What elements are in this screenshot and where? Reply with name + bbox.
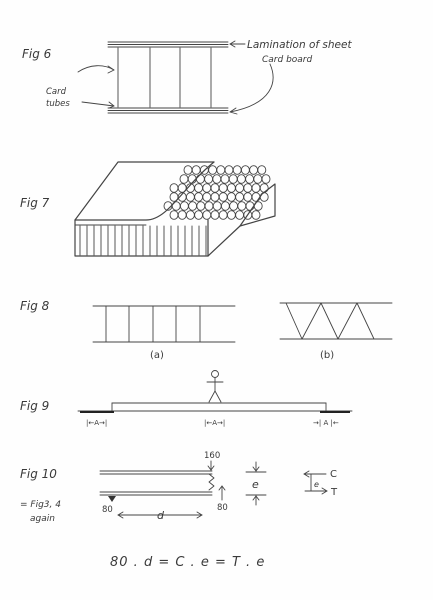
fig10-load-left: 80 <box>102 505 113 515</box>
honeycomb-cell <box>229 175 237 184</box>
fig7-label: Fig 7 <box>20 196 50 210</box>
honeycomb-cell <box>258 166 266 175</box>
honeycomb-cell <box>209 166 217 175</box>
fig9-stick-figure <box>207 371 223 403</box>
honeycomb-cell <box>236 193 244 202</box>
fig8a-label: (a) <box>150 350 164 361</box>
fig8a-vertical-core <box>93 306 235 342</box>
fig10-force-t: T <box>331 487 338 498</box>
fig10-label: Fig 10 <box>20 467 57 481</box>
fig7-honeycomb-panel <box>75 162 275 256</box>
honeycomb-cell <box>246 175 254 184</box>
honeycomb-cell <box>260 193 268 202</box>
honeycomb-cell <box>195 184 203 193</box>
honeycomb-cell <box>237 175 245 184</box>
honeycomb-cell <box>170 193 178 202</box>
honeycomb-cell <box>203 193 211 202</box>
honeycomb-cell <box>246 202 254 211</box>
fig6-lamination-note: Lamination of sheet <box>247 39 352 51</box>
fig9-dim-mid: |←A→| <box>204 419 226 427</box>
honeycomb-cell <box>205 202 213 211</box>
fig10-force-c: C <box>330 469 337 480</box>
honeycomb-cell <box>221 175 229 184</box>
honeycomb-cell <box>211 211 219 220</box>
fig10-span-d: d <box>157 509 164 522</box>
honeycomb-cell <box>192 166 200 175</box>
honeycomb-cell <box>170 184 178 193</box>
honeycomb-cell <box>227 211 235 220</box>
moment-equation: 80 . d = C . e = T . e <box>110 555 266 570</box>
honeycomb-cell <box>227 193 235 202</box>
honeycomb-cell <box>230 202 238 211</box>
honeycomb-cell <box>244 184 252 193</box>
honeycomb-cell <box>189 202 197 211</box>
honeycomb-cell <box>213 175 221 184</box>
fig8-label: Fig 8 <box>20 299 50 313</box>
fig6-cardboard-note: Card board <box>262 55 313 65</box>
fig10-note-1: = Fig3, 4 <box>20 500 61 510</box>
honeycomb-cell <box>217 166 225 175</box>
fig10-note-2: again <box>30 514 55 524</box>
honeycomb-cell <box>262 175 270 184</box>
fig6-cardboard-arrow <box>230 64 273 112</box>
honeycomb-cell <box>252 184 260 193</box>
honeycomb-cell <box>172 202 180 211</box>
honeycomb-cell <box>195 193 203 202</box>
honeycomb-cell <box>221 202 229 211</box>
honeycomb-cell <box>184 166 192 175</box>
honeycomb-cell <box>254 202 262 211</box>
honeycomb-cell <box>186 211 194 220</box>
honeycomb-cell <box>260 184 268 193</box>
honeycomb-cell <box>236 184 244 193</box>
fig10-load-top: 160 <box>204 451 221 461</box>
honeycomb-cell <box>252 211 260 220</box>
honeycomb-cell <box>203 184 211 193</box>
fig9-dim-right: →| A |← <box>313 419 339 427</box>
fig9-label: Fig 9 <box>20 399 50 413</box>
honeycomb-cell <box>178 211 186 220</box>
honeycomb-cell <box>227 184 235 193</box>
fig10-load-right: 80 <box>217 503 228 513</box>
fig10-cantilever <box>100 471 214 502</box>
honeycomb-cell <box>250 166 258 175</box>
honeycomb-cell <box>197 202 205 211</box>
honeycomb-cell <box>196 175 204 184</box>
fig9-dim-left: |←A→| <box>86 419 108 427</box>
honeycomb-cell <box>233 166 241 175</box>
fig6-label: Fig 6 <box>22 47 52 61</box>
fig6-lamination-arrow <box>230 41 245 47</box>
fig8b-triangulated-core <box>280 303 392 339</box>
honeycomb-cell <box>211 193 219 202</box>
honeycomb-cell <box>195 211 203 220</box>
honeycomb-cell <box>252 193 260 202</box>
honeycomb-cell <box>219 193 227 202</box>
fig6-tubes-note-1: Card <box>46 87 67 97</box>
fig9-beam <box>78 403 352 412</box>
honeycomb-cell <box>219 184 227 193</box>
honeycomb-cell <box>241 166 249 175</box>
honeycomb-cell <box>186 193 194 202</box>
fig10-depth-e: e <box>252 478 259 491</box>
honeycomb-cell <box>238 202 246 211</box>
honeycomb-cell <box>244 193 252 202</box>
fig6-tubes-note-2: tubes <box>46 99 70 109</box>
honeycomb-cell <box>188 175 196 184</box>
honeycomb-cell <box>170 211 178 220</box>
fig10-arm-e: e <box>314 480 319 489</box>
fig8b-label: (b) <box>320 350 335 361</box>
honeycomb-cell <box>211 184 219 193</box>
honeycomb-cell <box>178 184 186 193</box>
honeycomb-cell <box>205 175 213 184</box>
honeycomb-cell <box>203 211 211 220</box>
honeycomb-cell <box>219 211 227 220</box>
honeycomb-cell <box>180 175 188 184</box>
honeycomb-cell <box>254 175 262 184</box>
honeycomb-cell <box>225 166 233 175</box>
honeycomb-cell <box>236 211 244 220</box>
honeycomb-cell <box>213 202 221 211</box>
honeycomb-cell <box>180 202 188 211</box>
fig6-laminated-panel <box>108 42 228 113</box>
